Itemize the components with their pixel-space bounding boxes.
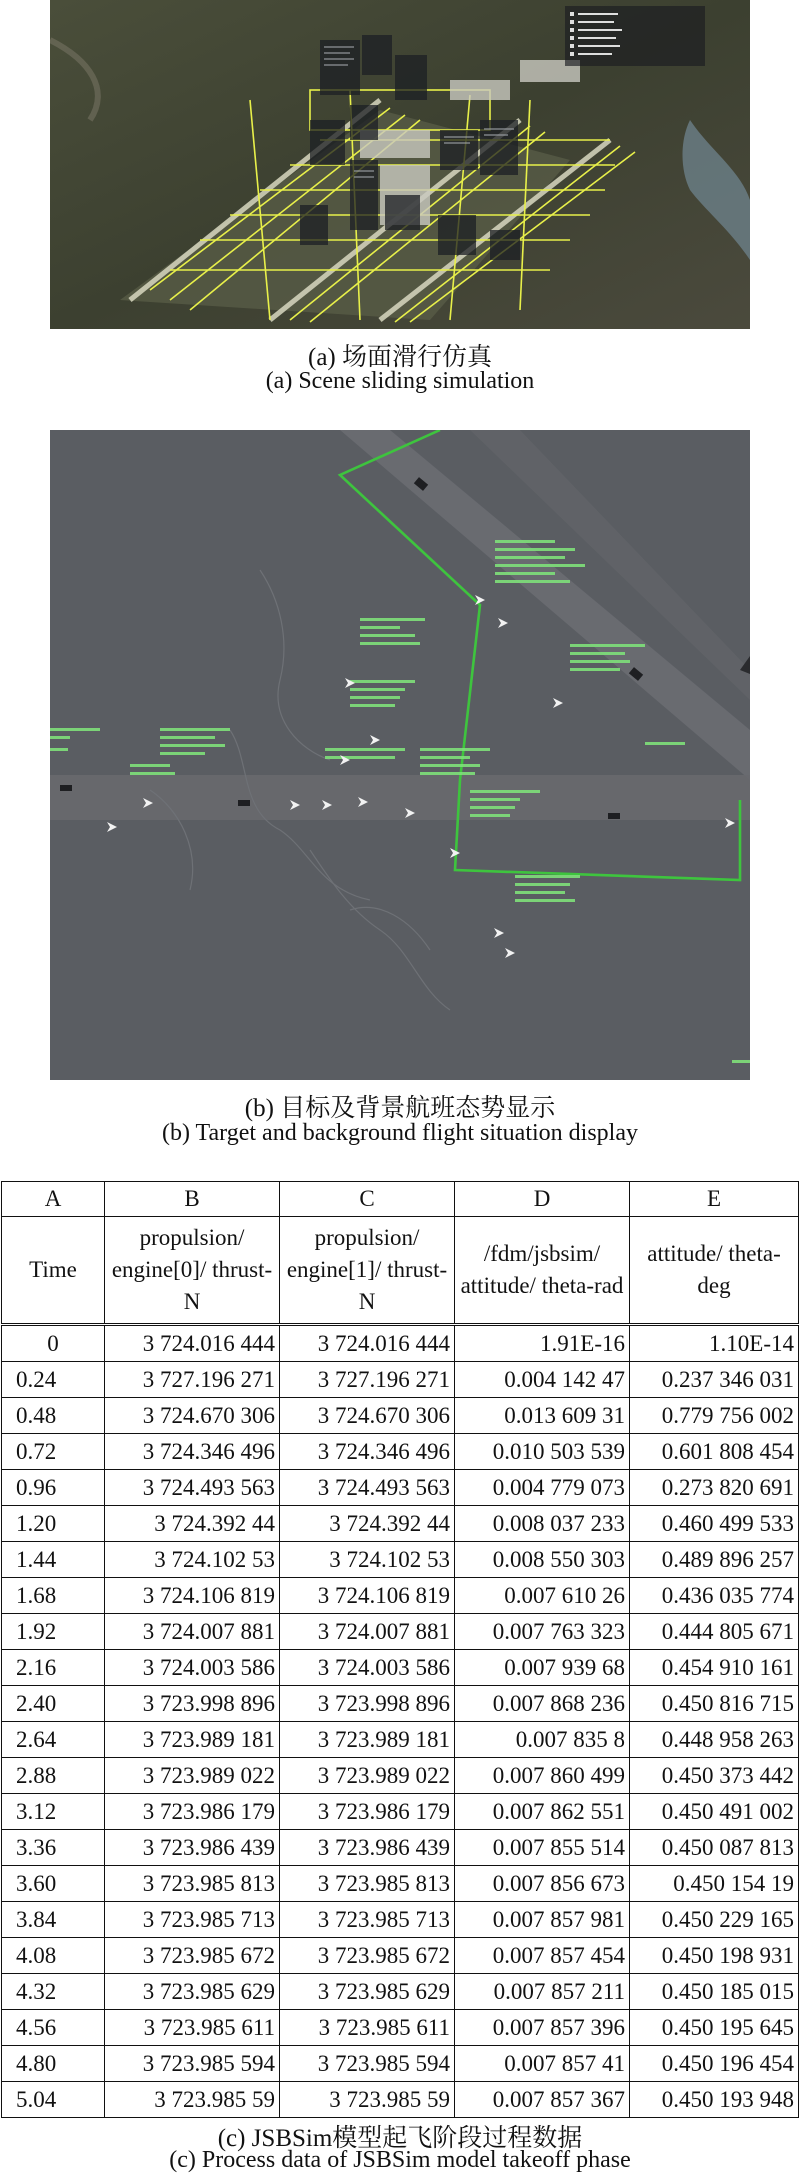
table-row (2, 2046, 799, 2082)
table-cell: 0.450 193 948 (630, 2082, 799, 2118)
table-cell: 0.779 756 002 (630, 1398, 799, 1434)
column-header: /fdm/jsbsim/ attitude/ theta-rad (455, 1217, 630, 1325)
table-cell: 0.450 087 813 (630, 1830, 799, 1866)
table-body (2, 1325, 799, 2118)
table-cell: 2.40 (2, 1686, 105, 1722)
table-row (2, 1974, 799, 2010)
table-row (2, 1325, 799, 1362)
table-cell: 3 727.196 271 (105, 1362, 280, 1398)
table-cell: 3 723.986 179 (105, 1794, 280, 1830)
table-cell: 0.450 185 015 (630, 1974, 799, 2010)
table-cell: 0.007 868 236 (455, 1686, 630, 1722)
table-cell: 0.007 857 211 (455, 1974, 630, 2010)
table-cell: 0 (2, 1325, 105, 1362)
figure-a-airport-scene (50, 0, 750, 329)
table-row (2, 1398, 799, 1434)
table-cell: 0.450 816 715 (630, 1686, 799, 1722)
table-cell: 4.32 (2, 1974, 105, 2010)
table-cell: 0.460 499 533 (630, 1506, 799, 1542)
table-cell: 0.008 037 233 (455, 1506, 630, 1542)
table-cell: 4.08 (2, 1938, 105, 1974)
table-cell: 0.007 857 367 (455, 2082, 630, 2118)
approach-corridor-ew (50, 775, 750, 820)
table-cell: 3 724.003 586 (105, 1650, 280, 1686)
table-cell: 0.013 609 31 (455, 1398, 630, 1434)
table-cell: 3 724.346 496 (105, 1434, 280, 1470)
table-cell: 0.007 857 981 (455, 1902, 630, 1938)
table-cell: 3 723.986 179 (280, 1794, 455, 1830)
table-cell: 3 724.003 586 (280, 1650, 455, 1686)
table-cell: 3 723.998 896 (105, 1686, 280, 1722)
table-cell: 3 723.989 181 (280, 1722, 455, 1758)
table-c-caption-cn: (c) JSBSim模型起飞阶段过程数据 (217, 2125, 583, 2152)
table-cell: 0.450 195 645 (630, 2010, 799, 2046)
table-cell: 3.84 (2, 1902, 105, 1938)
table-cell: 3 723.986 439 (280, 1830, 455, 1866)
table-cell: 0.004 779 073 (455, 1470, 630, 1506)
column-letter: D (455, 1182, 630, 1217)
figure-b-caption-en: (b) Target and background flight situation display (161, 1120, 638, 1146)
table-cell: 0.444 805 671 (630, 1614, 799, 1650)
table-cell: 3 724.016 444 (280, 1325, 455, 1362)
table-cell: 3 723.989 022 (280, 1758, 455, 1794)
table-cell: 5.04 (2, 2082, 105, 2118)
table-cell: 0.010 503 539 (455, 1434, 630, 1470)
table-row (2, 1542, 799, 1578)
table-cell: 0.450 373 442 (630, 1758, 799, 1794)
table-cell: 3 723.985 594 (280, 2046, 455, 2082)
table-cell: 1.20 (2, 1506, 105, 1542)
table-cell: 3 723.985 713 (105, 1902, 280, 1938)
table-cell: 0.008 550 303 (455, 1542, 630, 1578)
table-c-caption-en: (c) Process data of JSBSim model takeoff phase (169, 2147, 631, 2173)
table-cell: 0.454 910 161 (630, 1650, 799, 1686)
table-cell: 3 724.007 881 (280, 1614, 455, 1650)
table-row (2, 1362, 799, 1398)
table-row (2, 1434, 799, 1470)
table-cell: 3.12 (2, 1794, 105, 1830)
table-cell: 0.007 857 454 (455, 1938, 630, 1974)
table-cell: 3 724.670 306 (105, 1398, 280, 1434)
table-cell: 0.004 142 47 (455, 1362, 630, 1398)
table-row (2, 1758, 799, 1794)
table-row (2, 2082, 799, 2118)
table-cell: 0.007 857 396 (455, 2010, 630, 2046)
table-row (2, 1830, 799, 1866)
table-cell: 3 723.985 713 (280, 1902, 455, 1938)
table-cell: 0.007 862 551 (455, 1794, 630, 1830)
table-cell: 3 724.493 563 (280, 1470, 455, 1506)
table-row (2, 1686, 799, 1722)
table-cell: 4.80 (2, 2046, 105, 2082)
table-cell: 1.92 (2, 1614, 105, 1650)
radar-background (50, 430, 750, 1080)
radar-display-image (50, 430, 750, 1080)
table-cell: 1.91E-16 (455, 1325, 630, 1362)
table-row (2, 1650, 799, 1686)
table-cell: 3 724.106 819 (280, 1578, 455, 1614)
table-cell: 3 724.016 444 (105, 1325, 280, 1362)
table-cell: 0.72 (2, 1434, 105, 1470)
legend-box (565, 6, 705, 66)
table-cell: 3 723.985 59 (105, 2082, 280, 2118)
table-cell: 3 724.102 53 (105, 1542, 280, 1578)
table-cell: 0.450 198 931 (630, 1938, 799, 1974)
table-cell: 0.237 346 031 (630, 1362, 799, 1398)
table-cell: 3 724.392 44 (105, 1506, 280, 1542)
table-cell: 3 723.985 672 (105, 1938, 280, 1974)
table-cell: 0.007 855 514 (455, 1830, 630, 1866)
table-cell: 3 723.985 813 (280, 1866, 455, 1902)
column-header-row (2, 1217, 799, 1325)
table-row (2, 1614, 799, 1650)
table-cell: 3 723.989 022 (105, 1758, 280, 1794)
table-cell: 3 724.670 306 (280, 1398, 455, 1434)
table-cell: 0.007 860 499 (455, 1758, 630, 1794)
column-letter: A (2, 1182, 105, 1217)
table-cell: 3 723.985 611 (280, 2010, 455, 2046)
table-cell: 3 724.102 53 (280, 1542, 455, 1578)
table-cell: 3 723.985 629 (105, 1974, 280, 2010)
table-cell: 1.10E-14 (630, 1325, 799, 1362)
table-row (2, 2010, 799, 2046)
table-row (2, 1902, 799, 1938)
figure-a-caption-cn: (a) 场面滑行仿真 (308, 344, 492, 371)
column-letter: C (280, 1182, 455, 1217)
table-cell: 0.489 896 257 (630, 1542, 799, 1578)
table-row (2, 1506, 799, 1542)
table-cell: 3 723.985 629 (280, 1974, 455, 2010)
table-cell: 3 723.985 611 (105, 2010, 280, 2046)
table-cell: 0.450 154 19 (630, 1866, 799, 1902)
table-cell: 0.007 835 8 (455, 1722, 630, 1758)
table-row (2, 1794, 799, 1830)
table-cell: 3 723.985 813 (105, 1866, 280, 1902)
table-cell: 4.56 (2, 2010, 105, 2046)
table-cell: 2.64 (2, 1722, 105, 1758)
table-cell: 0.273 820 691 (630, 1470, 799, 1506)
table-row (2, 1578, 799, 1614)
table-cell: 0.007 856 673 (455, 1866, 630, 1902)
table-cell: 1.44 (2, 1542, 105, 1578)
table-row (2, 1722, 799, 1758)
table-cell: 0.436 035 774 (630, 1578, 799, 1614)
figure-a-caption-en: (a) Scene sliding simulation (265, 368, 535, 394)
table-cell: 3 723.998 896 (280, 1686, 455, 1722)
figure-b-radar-display (50, 430, 750, 1080)
table-cell: 3.60 (2, 1866, 105, 1902)
table-cell: 0.601 808 454 (630, 1434, 799, 1470)
airport-scene-image (50, 0, 750, 329)
table-cell: 3 723.985 594 (105, 2046, 280, 2082)
column-header: Time (2, 1217, 105, 1325)
column-header: propulsion/ engine[1]/ thrust-N (280, 1217, 455, 1325)
table-cell: 0.96 (2, 1470, 105, 1506)
table-cell: 3 724.346 496 (280, 1434, 455, 1470)
jsbsim-data-table (1, 1181, 799, 2118)
column-header: propulsion/ engine[0]/ thrust-N (105, 1217, 280, 1325)
table-cell: 3 723.989 181 (105, 1722, 280, 1758)
table-cell: 3 724.392 44 (280, 1506, 455, 1542)
table-cell: 0.48 (2, 1398, 105, 1434)
column-header: attitude/ theta-deg (630, 1217, 799, 1325)
column-letter: B (105, 1182, 280, 1217)
table-row (2, 1938, 799, 1974)
table-row (2, 1470, 799, 1506)
table-cell: 3 724.493 563 (105, 1470, 280, 1506)
table-cell: 0.007 857 41 (455, 2046, 630, 2082)
table-cell: 0.007 763 323 (455, 1614, 630, 1650)
table-row (2, 1866, 799, 1902)
column-letter-row (2, 1182, 799, 1217)
table-cell: 0.450 491 002 (630, 1794, 799, 1830)
table-cell: 3 723.985 59 (280, 2082, 455, 2118)
table-cell: 2.16 (2, 1650, 105, 1686)
table-cell: 0.007 610 26 (455, 1578, 630, 1614)
table-cell: 1.68 (2, 1578, 105, 1614)
table-cell: 0.007 939 68 (455, 1650, 630, 1686)
table-cell: 0.450 229 165 (630, 1902, 799, 1938)
column-letter: E (630, 1182, 799, 1217)
table-cell: 0.24 (2, 1362, 105, 1398)
table-cell: 3 724.106 819 (105, 1578, 280, 1614)
table-cell: 3 724.007 881 (105, 1614, 280, 1650)
table-cell: 2.88 (2, 1758, 105, 1794)
table-cell: 0.448 958 263 (630, 1722, 799, 1758)
table-cell: 3.36 (2, 1830, 105, 1866)
table-cell: 3 723.985 672 (280, 1938, 455, 1974)
table-cell: 0.450 196 454 (630, 2046, 799, 2082)
figure-b-caption-cn: (b) 目标及背景航班态势显示 (244, 1095, 556, 1122)
table-cell: 3 727.196 271 (280, 1362, 455, 1398)
table-cell: 3 723.986 439 (105, 1830, 280, 1866)
